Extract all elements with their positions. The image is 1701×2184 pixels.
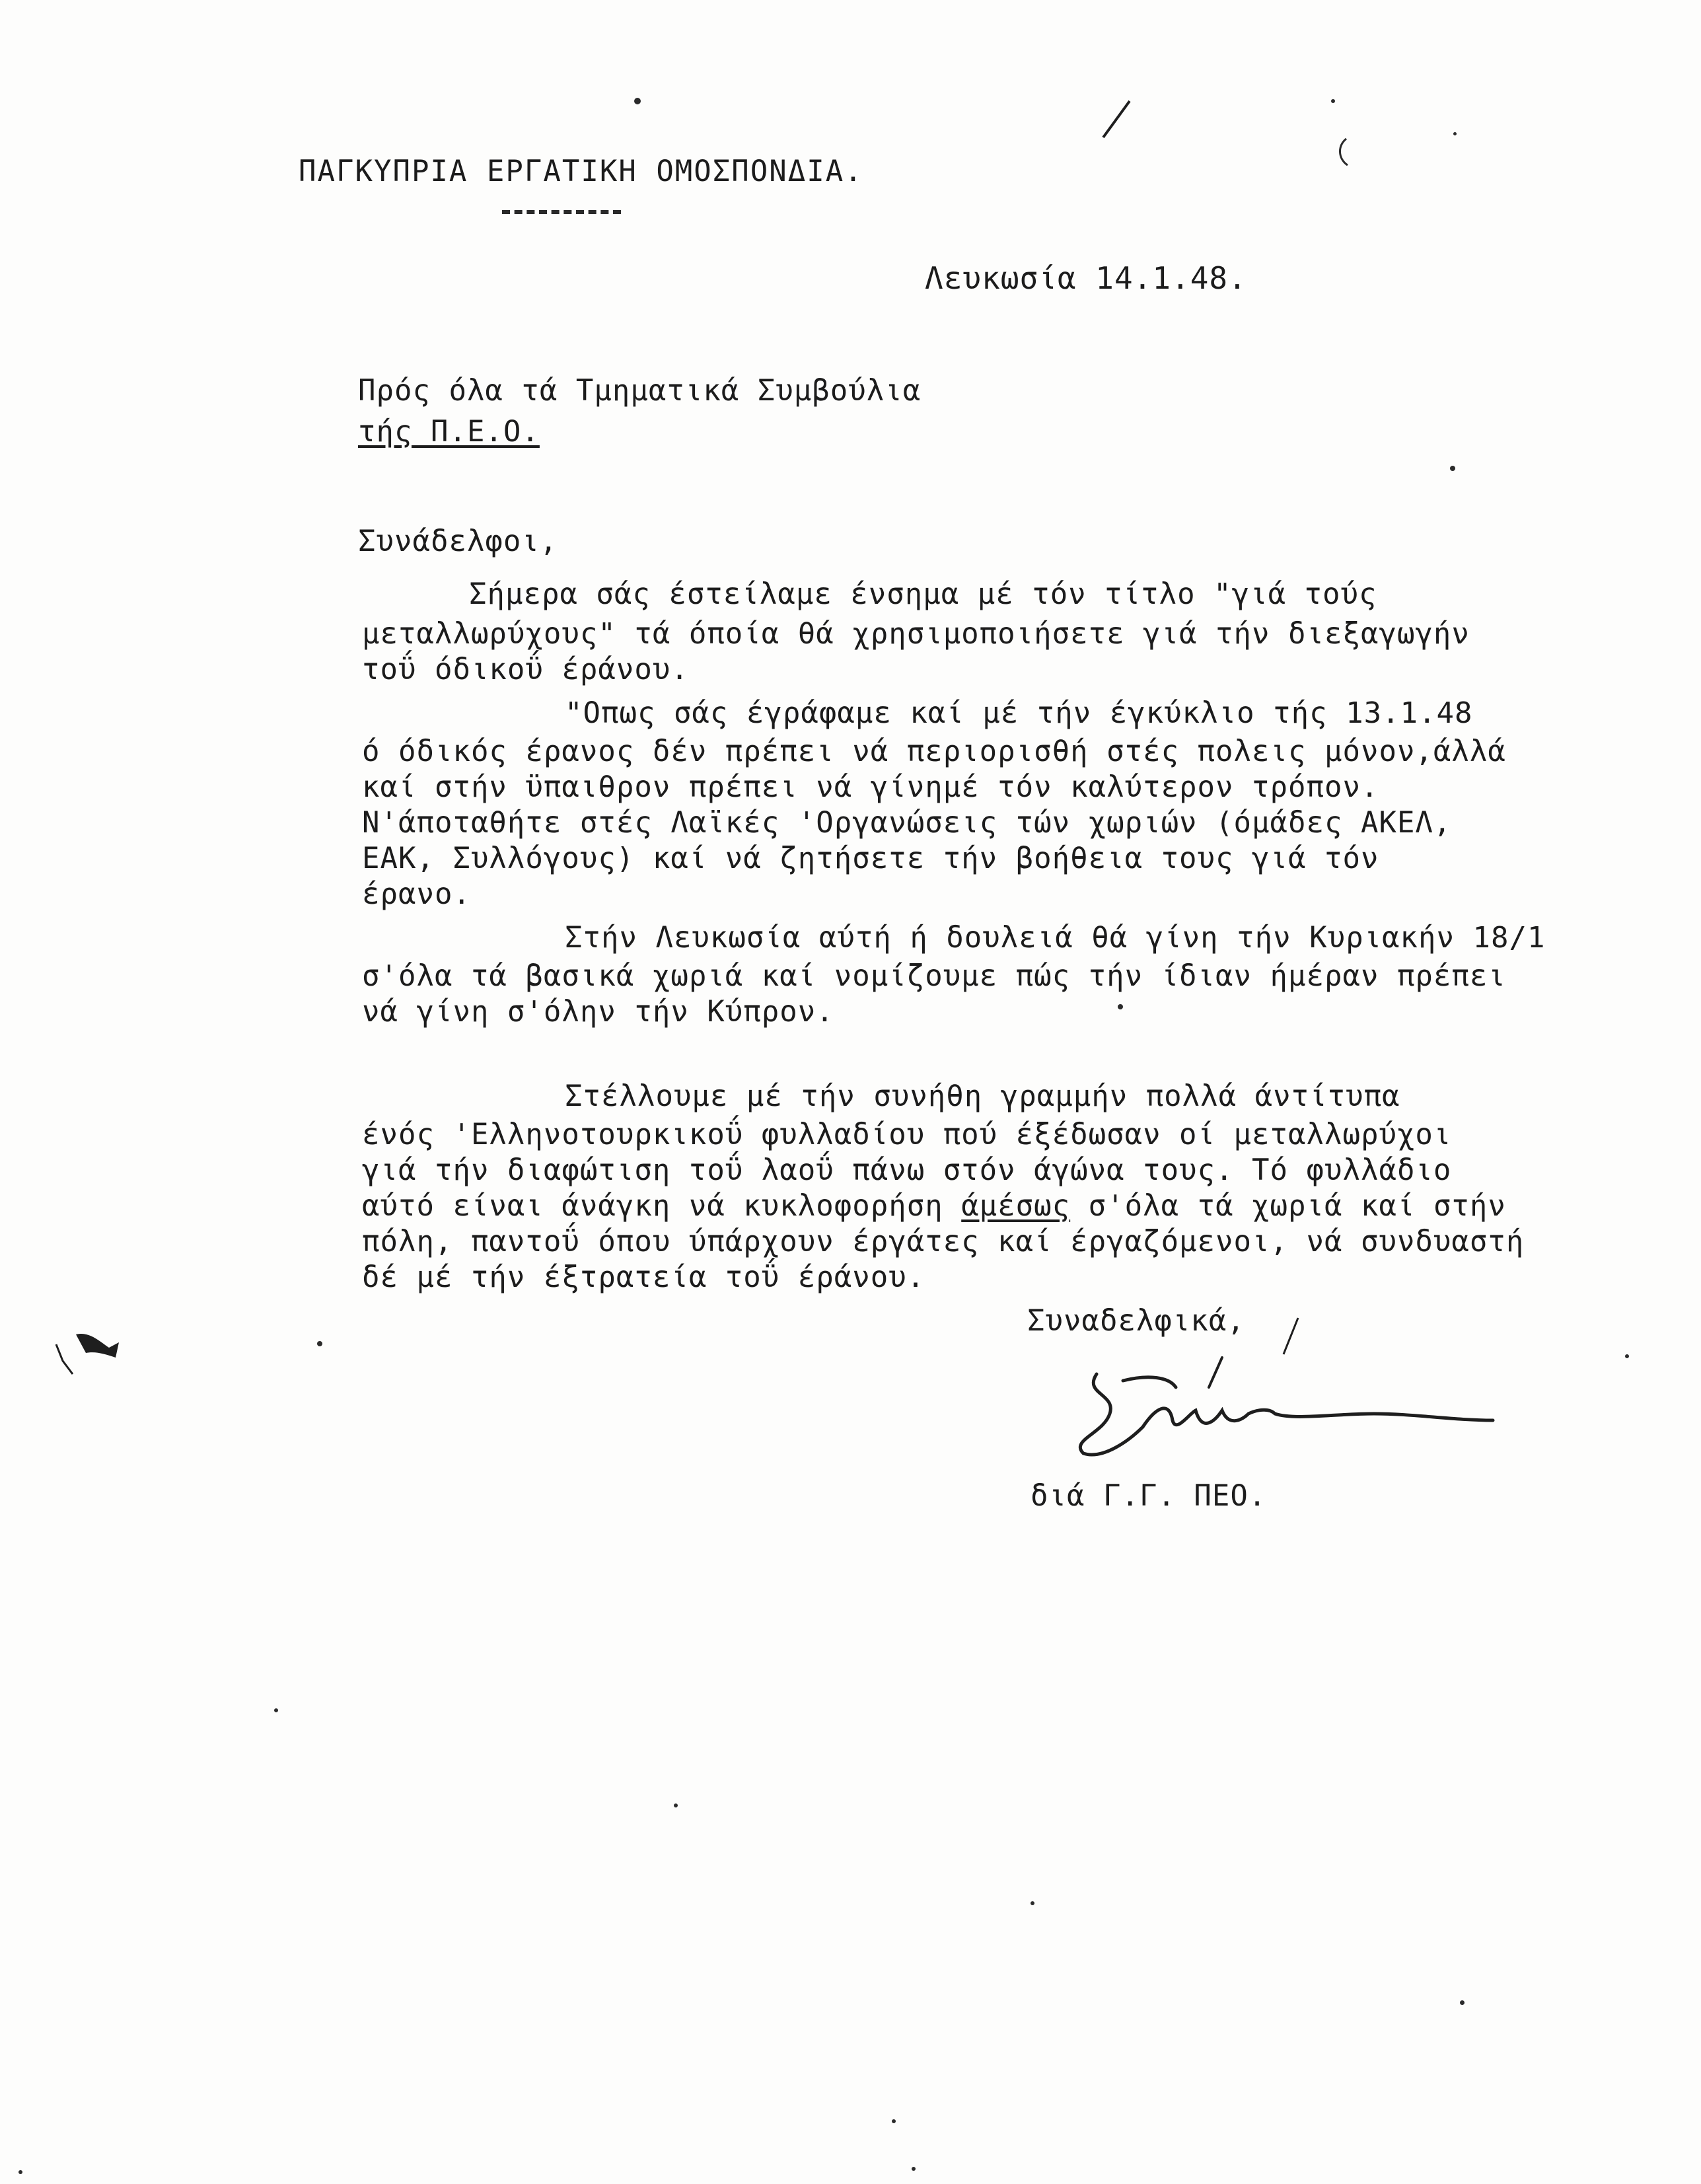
scan-stroke xyxy=(1328,132,1354,172)
body-line: γιά τήν διαφώτιση τοΰ λαοΰ πάνω στόν άγώνα τους. Τό φυλλάδιο xyxy=(362,1153,1452,1187)
body-line: πόλη, παντοΰ όπου ύπάρχουν έργάτες καί έργαζόμενοι, νά συνδυαστή xyxy=(362,1225,1525,1258)
scan-stroke xyxy=(1097,98,1136,144)
scan-speck xyxy=(1450,466,1455,471)
letterhead-rule xyxy=(502,210,621,214)
body-line: ό όδικός έρανος δέν πρέπει νά περιορισθή στές πολεις μόνον,άλλά xyxy=(362,735,1506,768)
scan-speck xyxy=(634,98,641,104)
body-line: καί στήν ϋπαιθρον πρέπει νά γίνημέ τόν καλύτερον τρόπον. xyxy=(362,770,1379,804)
body-line-part: σ'όλα τά χωριά καί στήν xyxy=(1070,1189,1506,1223)
body-line: δέ μέ τήν έξτρατεία τοΰ έράνου. xyxy=(362,1260,925,1294)
body-line: ένός 'Ελληνοτουρκικοΰ φυλλαδίου πού έξέδωσαν οί μεταλλωρύχοι xyxy=(362,1118,1452,1151)
scan-speck xyxy=(1453,132,1457,135)
scan-speck xyxy=(274,1708,278,1712)
scan-stroke xyxy=(1278,1315,1305,1361)
scan-speck xyxy=(892,2119,896,2123)
body-line xyxy=(362,1189,1506,1223)
body-line: τοΰ όδικοΰ έράνου. xyxy=(362,653,689,686)
scan-blot xyxy=(46,1321,139,1381)
body-line: Σήμερα σάς έστείλαμε ένσημα μέ τόν τίτλο "γιά τούς xyxy=(469,577,1377,611)
scan-speck xyxy=(1331,99,1335,103)
scan-speck xyxy=(674,1803,678,1807)
scan-speck xyxy=(1460,2000,1465,2005)
letter-date: Λευκωσία 14.1.48. xyxy=(925,260,1247,296)
scan-speck xyxy=(1625,1354,1629,1358)
letterhead-title: ΠΑΓΚΥΠΡΙΑ ΕΡΓΑΤΙΚΗ ΟΜΟΣΠΟΝΔΙΑ. xyxy=(299,155,863,188)
body-line: Στήν Λευκωσία αύτή ή δουλειά θά γίνη τήν Κυριακήν 18/1 xyxy=(565,921,1546,955)
body-line: σ'όλα τά βασικά χωριά καί νομίζουμε πώς τήν ίδιαν ήμέραν πρέπει xyxy=(362,959,1506,993)
body-line: "Οπως σάς έγράφαμε καί μέ τήν έγκύκλιο τής 13.1.48 xyxy=(565,696,1473,730)
body-line: νά γίνη σ'όλην τήν Κύπρον. xyxy=(362,995,834,1029)
recipient-line-2: τής Π.Ε.Ο. xyxy=(358,415,540,449)
handwritten-signature xyxy=(1057,1348,1519,1467)
body-line: Ν'άποταθήτε στές Λαϊκές 'Οργανώσεις τών χωριών (όμάδες ΑΚΕΛ, xyxy=(362,806,1452,840)
body-line: Στέλλουμε μέ τήν συνήθη γραμμήν πολλά άντίτυπα xyxy=(565,1079,1400,1113)
scan-speck xyxy=(1031,1901,1034,1905)
body-line-part: αύτό είναι άνάγκη νά κυκλοφορήση xyxy=(362,1189,962,1223)
salutation: Συνάδελφοι, xyxy=(358,525,558,558)
scan-speck xyxy=(317,1341,322,1346)
scan-speck xyxy=(912,2167,916,2171)
closing: Συναδελφικά, xyxy=(1027,1304,1245,1338)
recipient-line-1: Πρός όλα τά Τμηματικά Συμβούλια xyxy=(358,374,922,408)
scan-speck xyxy=(18,2170,22,2174)
scan-speck xyxy=(1118,1004,1123,1009)
body-line: μεταλλωρύχους" τά όποία θά χρησιμοποιήσετε γιά τήν διεξαγωγήν xyxy=(362,617,1470,651)
body-line: ΕΑΚ, Συλλόγους) καί νά ζητήσετε τήν βοήθεια τους γιά τόν xyxy=(362,842,1379,875)
signed-by: διά Γ.Γ. ΠΕΟ. xyxy=(1031,1479,1267,1513)
body-line: έρανο. xyxy=(362,877,471,911)
emphasis-underlined: άμέσως xyxy=(961,1189,1071,1223)
